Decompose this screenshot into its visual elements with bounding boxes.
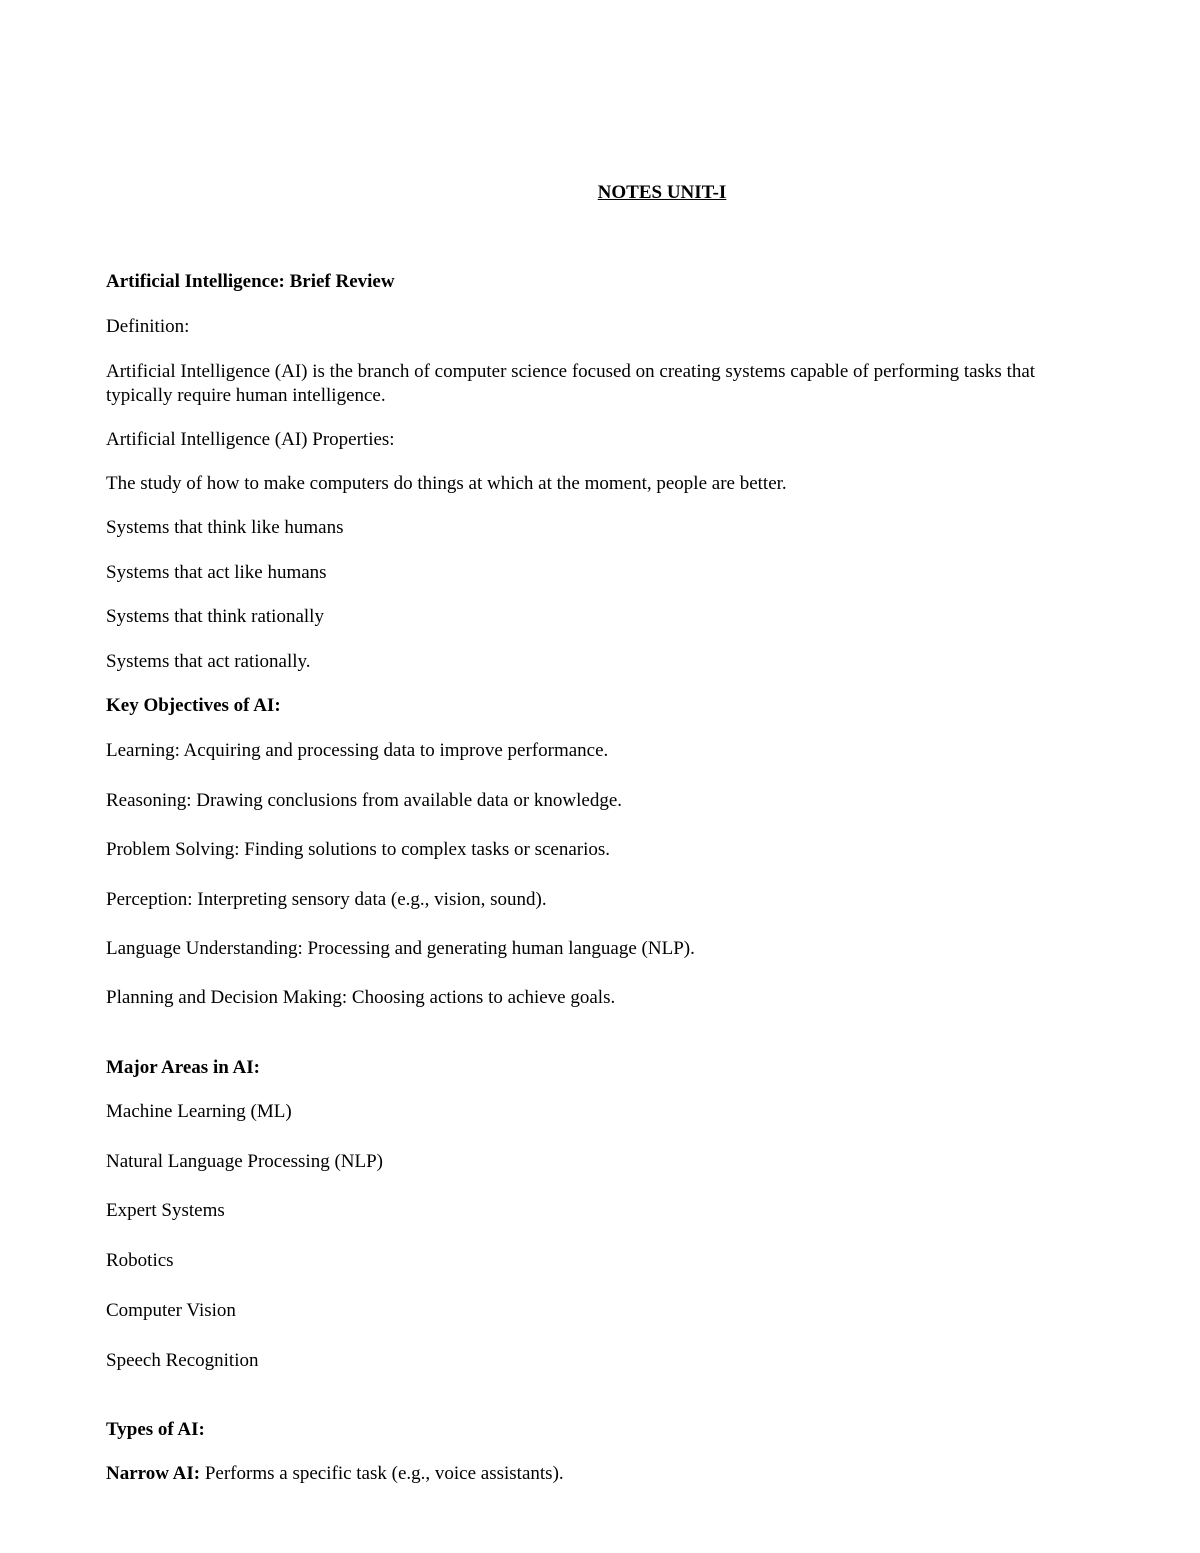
properties-label: Artificial Intelligence (AI) Properties: [106, 429, 395, 450]
objective-item: Learning: Acquiring and processing data to improve performance. [106, 740, 609, 761]
type-item-narrow [106, 1462, 564, 1486]
objective-item: Perception: Interpreting sensory data (e.g., vision, sound). [106, 889, 547, 910]
section-heading-areas: Major Areas in AI: [106, 1057, 260, 1078]
objective-item: Problem Solving: Finding solutions to complex tasks or scenarios. [106, 839, 611, 860]
property-item: Systems that act rationally. [106, 651, 311, 672]
page-title: NOTES UNIT-I [597, 182, 727, 203]
area-item: Natural Language Processing (NLP) [106, 1151, 384, 1172]
definition-text: Artificial Intelligence (AI) is the branch of computer science focused on creating systems capable of performing tasks that typically require human intelligence. [106, 361, 1036, 406]
section-heading-ai-review: Artificial Intelligence: Brief Review [106, 271, 395, 292]
objective-item: Language Understanding: Processing and generating human language (NLP). [106, 938, 695, 959]
area-item: Computer Vision [106, 1300, 236, 1321]
property-item: Systems that act like humans [106, 562, 327, 583]
area-item: Machine Learning (ML) [106, 1101, 292, 1122]
definition-label: Definition: [106, 316, 190, 337]
objective-item: Planning and Decision Making: Choosing actions to achieve goals. [106, 987, 616, 1008]
property-item: Systems that think like humans [106, 517, 344, 538]
section-heading-types: Types of AI: [106, 1419, 205, 1440]
property-item: Systems that think rationally [106, 606, 324, 627]
type-label: Narrow AI: [106, 1463, 201, 1484]
type-description: Performs a specific task (e.g., voice assistants). [204, 1463, 564, 1484]
objective-item: Reasoning: Drawing conclusions from available data or knowledge. [106, 790, 623, 811]
area-item: Expert Systems [106, 1200, 225, 1221]
section-heading-objectives: Key Objectives of AI: [106, 695, 281, 716]
area-item: Speech Recognition [106, 1350, 259, 1371]
area-item: Robotics [106, 1250, 174, 1271]
property-item: The study of how to make computers do things at which at the moment, people are better. [106, 473, 787, 494]
